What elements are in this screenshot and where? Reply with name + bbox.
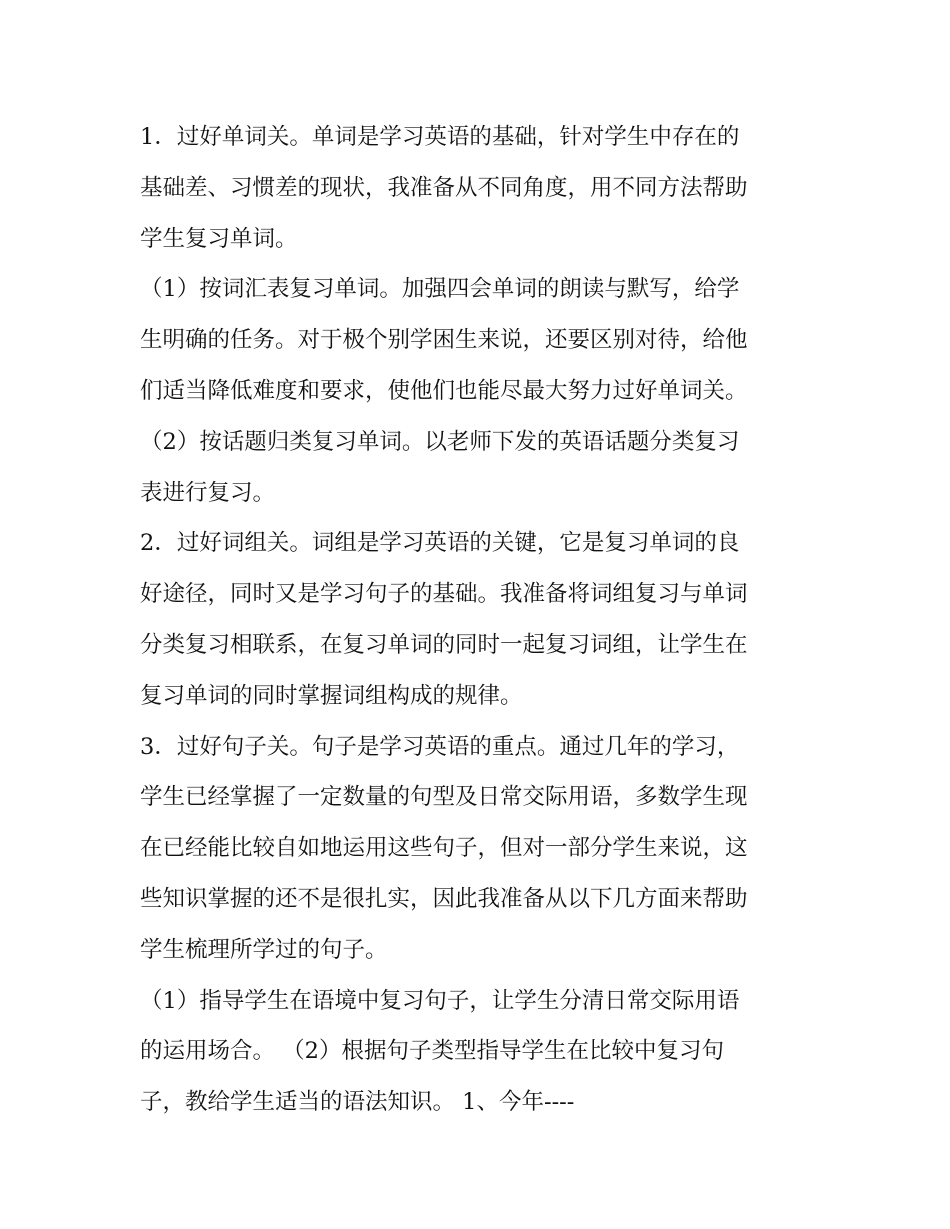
text-line: 3．过好句子关。句子是学习英语的重点。通过几年的学习， (140, 733, 740, 760)
text-line: 们适当降低难度和要求，使他们也能尽最大努力过好单词关。 (140, 377, 748, 404)
text-line: 2．过好词组关。词组是学习英语的关键，它是复习单词的良 (140, 530, 740, 557)
text-line: 学生复习单词。 (140, 225, 298, 252)
text-line: （1）指导学生在语境中复习句子，让学生分清日常交际用语 (140, 987, 740, 1014)
text-line: 基础差、习惯差的现状，我准备从不同角度，用不同方法帮助 (140, 174, 748, 201)
text-line: 子，教给学生适当的语法知识。 1、今年---- (140, 1089, 575, 1116)
text-line: 生明确的任务。对于极个别学困生来说，还要区别对待，给他 (140, 327, 748, 354)
text-line: （1）按词汇表复习单词。加强四会单词的朗读与默写，给学 (140, 276, 740, 303)
text-line: 些知识掌握的还不是很扎实，因此我准备从以下几方面来帮助 (140, 885, 748, 912)
text-line: 的运用场合。 （2）根据句子类型指导学生在比较中复习句 (140, 1038, 724, 1065)
text-line: 1．过好单词关。单词是学习英语的基础，针对学生中存在的 (140, 124, 740, 150)
text-line: 好途径，同时又是学习句子的基础。我准备将词组复习与单词 (140, 581, 748, 608)
text-line: 表进行复习。 (140, 479, 276, 506)
document-body (140, 112, 820, 1128)
text-line: 学生梳理所学过的句子。 (140, 936, 388, 963)
text-line: 在已经能比较自如地运用这些句子，但对一部分学生来说，这 (140, 835, 748, 862)
text-line: （2）按话题归类复习单词。以老师下发的英语话题分类复习 (140, 428, 740, 455)
text-line: 学生已经掌握了一定数量的句型及日常交际用语，多数学生现 (140, 784, 748, 811)
text-line: 复习单词的同时掌握词组构成的规律。 (140, 682, 523, 709)
text-line: 分类复习相联系，在复习单词的同时一起复习词组，让学生在 (140, 631, 748, 658)
